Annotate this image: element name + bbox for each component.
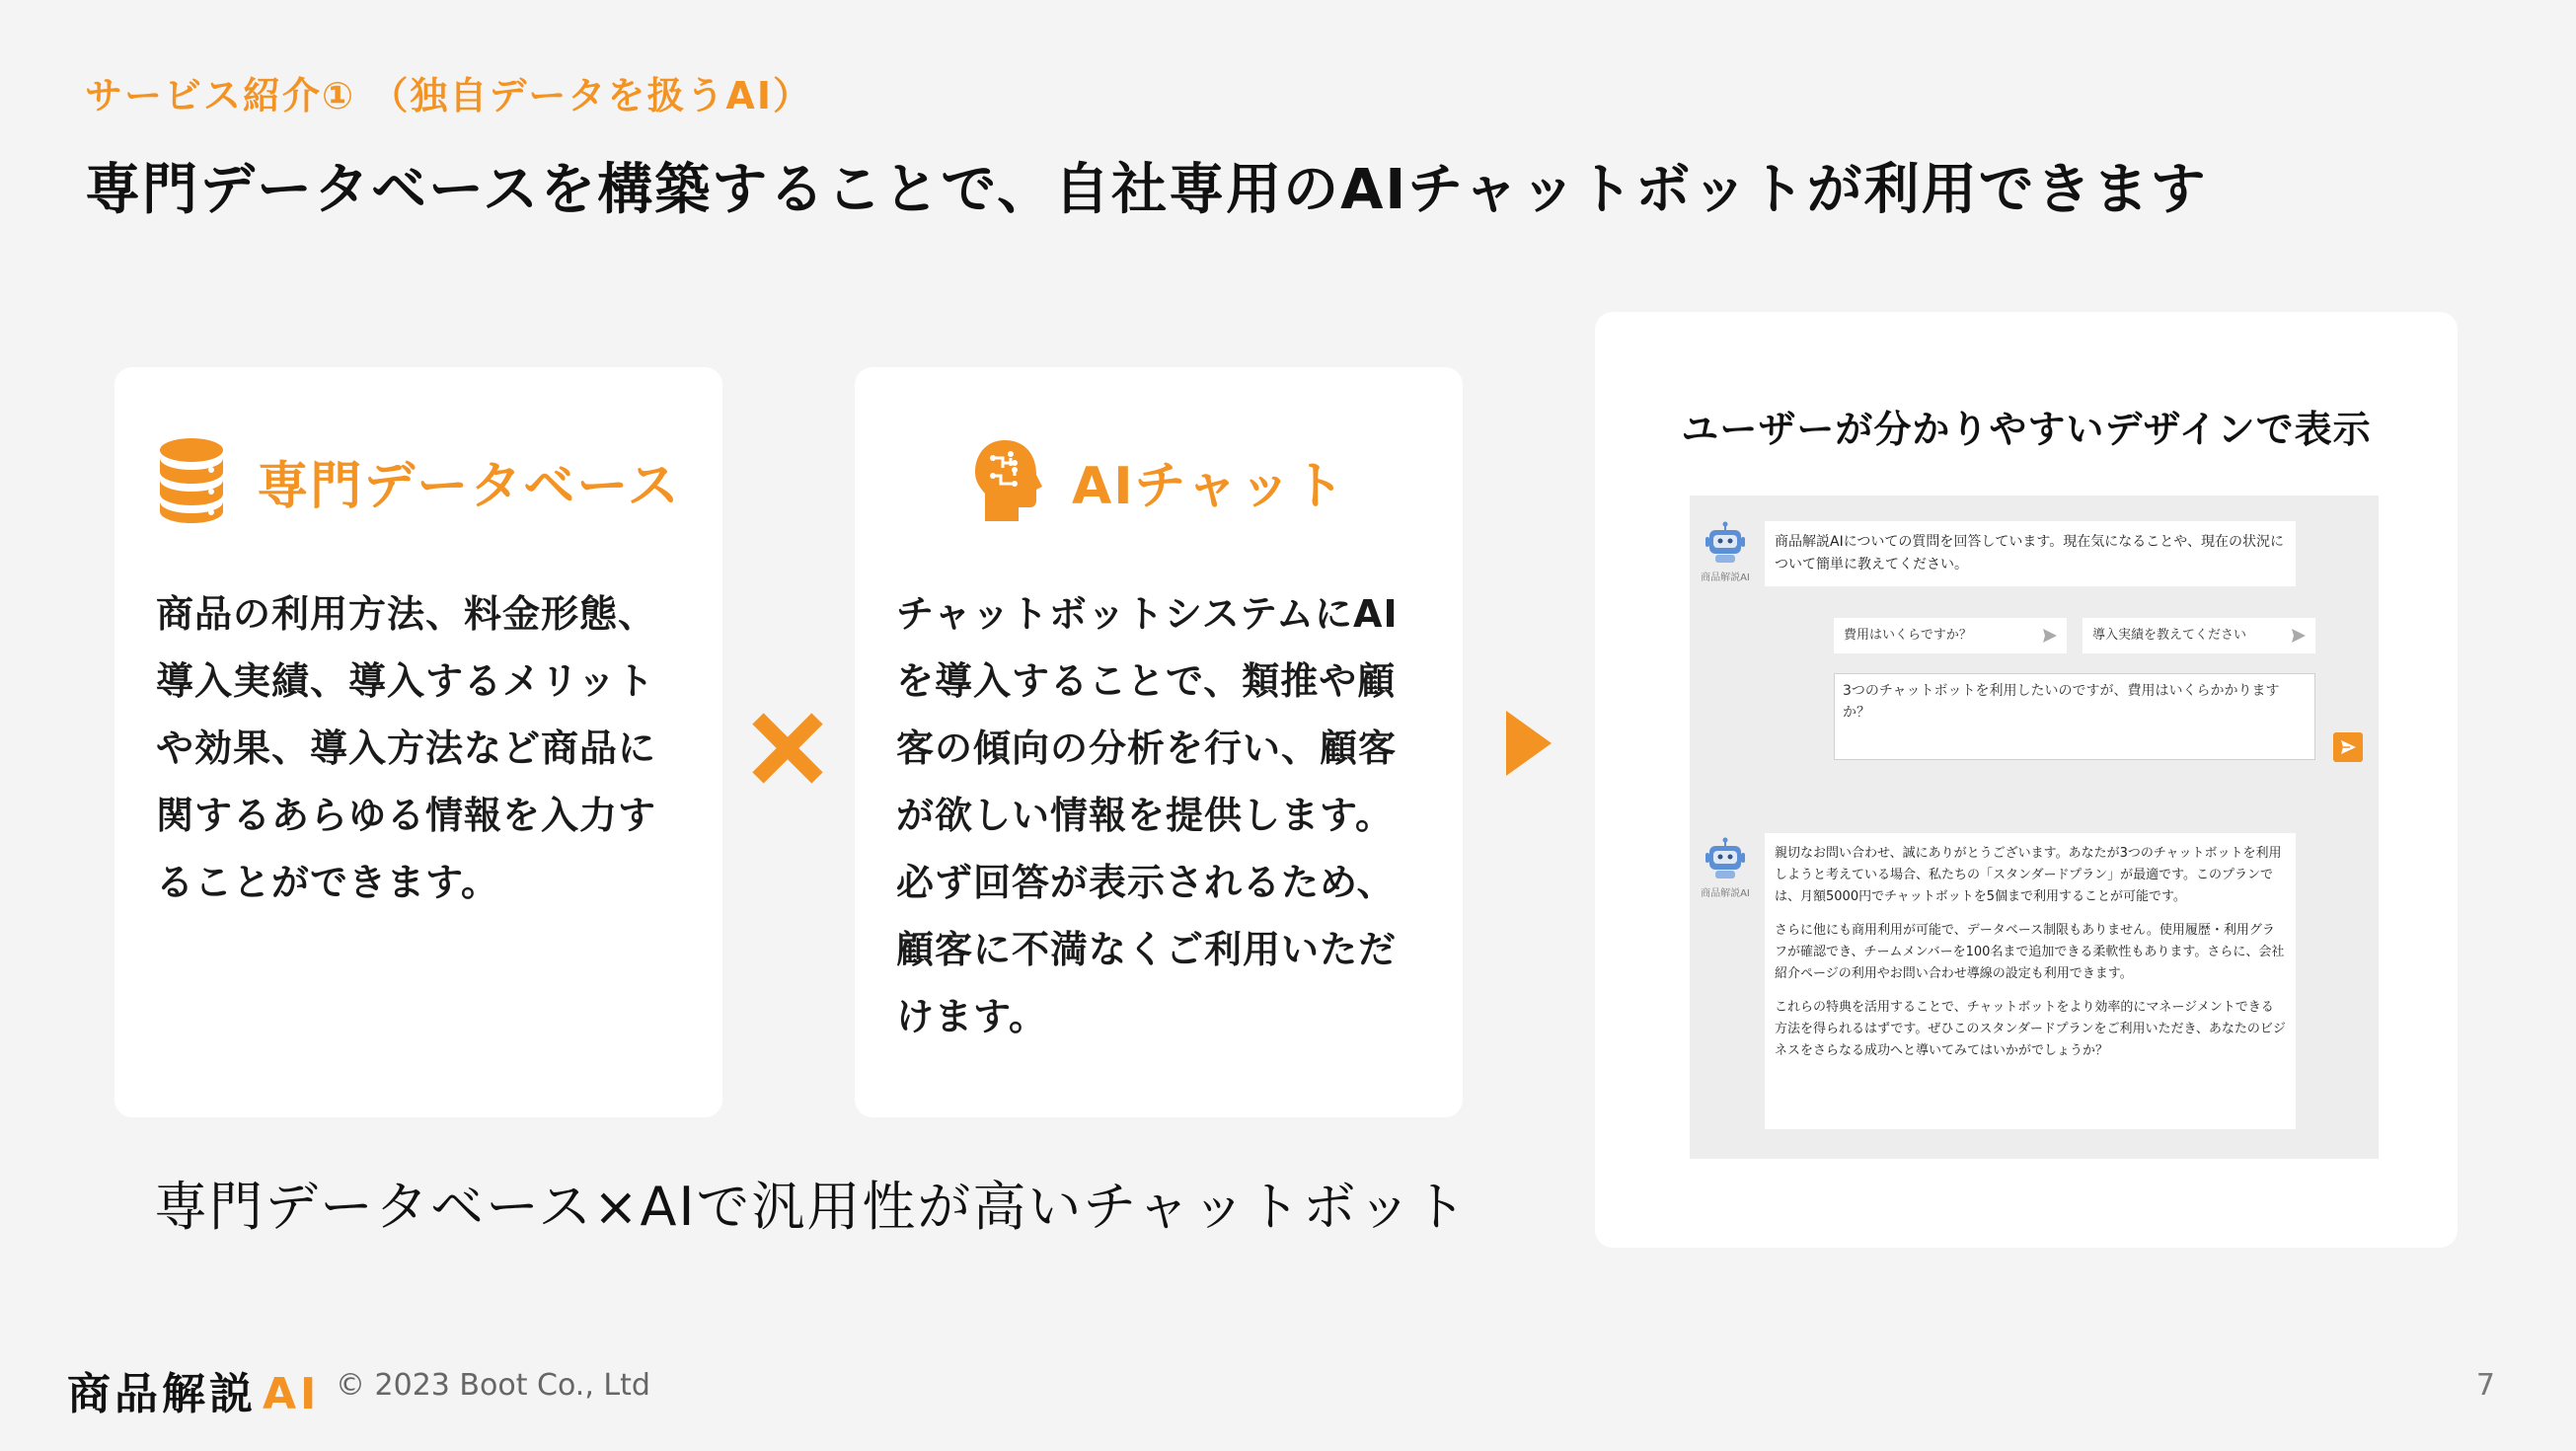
- chat-message-input[interactable]: 3つのチャットボットを利用したいのですが、費用はいくらかかりますか？: [1834, 673, 2315, 760]
- bot-reply-paragraph: さらに他にも商用利用が可能で、データベース制限もありません。使用履歴・利用グラフが確認でき、チームメンバーを100名まで追加できる柔軟性もあります。さらに、会社紹介ページの利用やお問い合わせ導線の設定も利用できます。: [1775, 923, 2285, 981]
- ai-chat-card-description: チャットボットシステムにAIを導入することで、類推や顧客の傾向の分析を行い、顧客が欲しい情報を提供します。必ず回答が表示されるため、顧客に不満なくご利用いただけます。: [896, 592, 1399, 1038]
- bot-name: 商品解説AI: [1701, 573, 1750, 583]
- brand-logo-ai: AI: [263, 1369, 321, 1419]
- suggestion-chip[interactable]: [1834, 618, 2067, 653]
- ai-chat-card-header: [855, 436, 1463, 525]
- section-subtitle: サービス紹介① （独自データを扱うAI）: [85, 74, 812, 117]
- ai-brain-head-icon: [971, 436, 1042, 525]
- page-number: 7: [2475, 1368, 2495, 1403]
- database-card-title: 専門データベース: [257, 456, 681, 516]
- bot-greeting-bubble: 商品解説AIについての質問を回答しています。現在気になることや、現在の状況について簡単に教えてください。: [1765, 521, 2296, 586]
- database-card-header: [114, 436, 722, 525]
- bot-avatar: [1698, 521, 1753, 583]
- suggestion-label: 費用はいくらですか？: [1844, 628, 1972, 643]
- send-button[interactable]: [2333, 732, 2363, 762]
- robot-icon: [1704, 837, 1747, 880]
- database-card: [114, 367, 722, 1117]
- database-card-description: 商品の利用方法、料金形態、導入実績、導入するメリットや効果、導入方法など商品に関するあらゆる情報を入力することができます。: [156, 592, 657, 904]
- page-title: 専門データベースを構築することで、自社専用のAIチャットボットが利用できます: [85, 158, 2208, 222]
- chat-preview-card: [1595, 312, 2458, 1248]
- send-icon: [2333, 732, 2363, 762]
- send-icon: [2292, 629, 2306, 643]
- brand-logo-text: 商品解説: [67, 1369, 257, 1419]
- database-icon: [156, 436, 227, 525]
- bot-name: 商品解説AI: [1701, 888, 1750, 899]
- suggestion-chip[interactable]: [2083, 618, 2315, 653]
- ai-chat-card: [855, 367, 1463, 1117]
- play-arrow-icon: [1504, 709, 1553, 778]
- bot-reply-paragraph: これらの特典を活用することで、チャットボットをより効率的にマネージメントできる方法を得られるはずです。ぜひこのスタンダードプランをご利用いただき、あなたのビジネスをさらなる成功へと導いてみてはいかがでしょうか？: [1775, 1000, 2286, 1058]
- chat-preview-title: ユーザーが分かりやすいデザインで表示: [1681, 408, 2372, 451]
- bot-avatar: [1698, 837, 1753, 899]
- multiply-icon: [748, 709, 827, 788]
- send-icon: [2043, 629, 2057, 643]
- tagline: 専門データベース×AIで汎用性が高いチャットボット: [154, 1176, 1469, 1238]
- chat-window: [1690, 496, 2379, 1159]
- bot-reply-paragraph: 親切なお問い合わせ、誠にありがとうございます。あなたが3つのチャットボットを利用しようと考えている場合、私たちの「スタンダードプラン」が最適です。このプランでは、月額5000円でチャットボットを5個まで利用することが可能です。: [1775, 846, 2282, 904]
- brand-logo: [67, 1358, 320, 1421]
- suggestion-label: 導入実績を教えてください: [2092, 628, 2247, 643]
- robot-icon: [1704, 521, 1747, 565]
- copyright: © 2023 Boot Co., Ltd: [336, 1368, 650, 1403]
- ai-chat-card-title: AIチャット: [1071, 456, 1347, 516]
- bot-reply-bubble: [1765, 833, 2296, 1129]
